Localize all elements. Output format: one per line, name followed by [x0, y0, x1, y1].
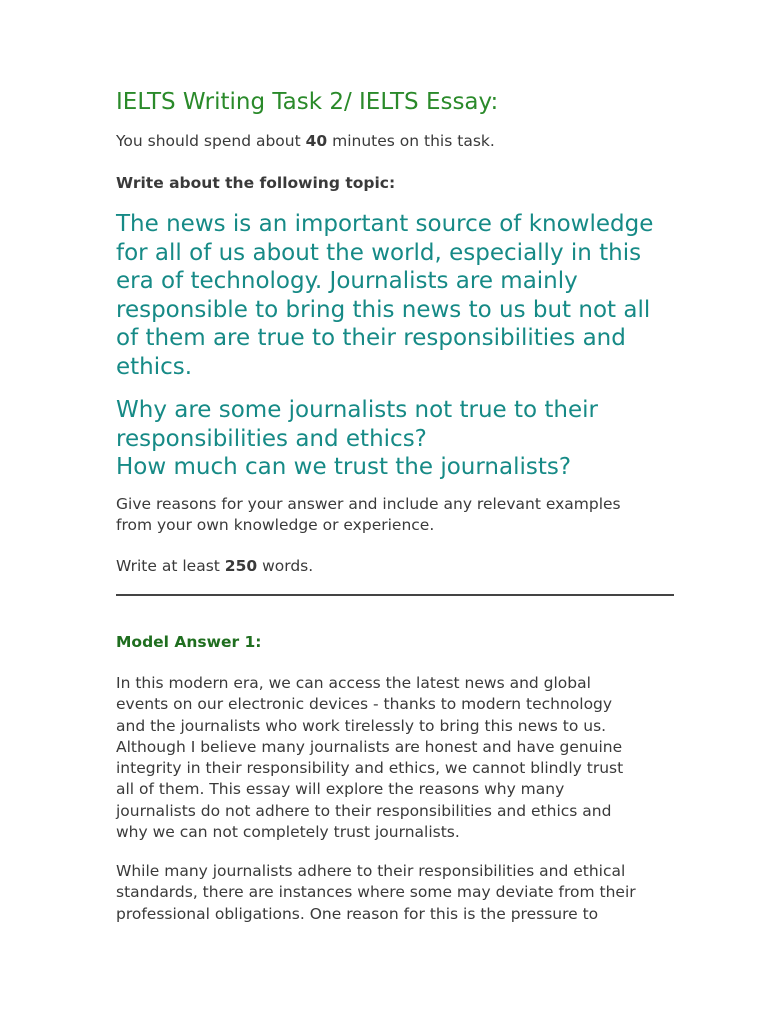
essay-paragraph-2: [116, 861, 636, 925]
essay-line: why we can not completely trust journalists.: [116, 823, 460, 842]
essay-line: events on our electronic devices - thanks to modern technology: [116, 695, 613, 714]
word-limit-count: 250: [224, 557, 258, 575]
essay-line: integrity in their responsibility and ethics, we cannot blindly trust: [116, 759, 624, 778]
topic-questions: [116, 396, 598, 482]
essay-line: journalists do not adhere to their responsibilities and ethics and: [116, 801, 612, 820]
section-divider: [116, 594, 674, 596]
essay-line: Although I believe many journalists are honest and have genuine: [116, 737, 623, 756]
topic-statement-line: responsible to bring this news to us but not all: [116, 296, 651, 323]
topic-question-line: How much can we trust the journalists?: [116, 454, 572, 481]
essay-line: all of them. This essay will explore the reasons why many: [116, 780, 565, 799]
time-instruction-before: You should spend about: [116, 132, 306, 150]
word-limit-before: Write at least: [116, 557, 225, 575]
topic-statement: [116, 210, 653, 382]
topic-statement-line: ethics.: [116, 353, 193, 380]
topic-statement-line: The news is an important source of knowledge: [116, 211, 654, 237]
topic-statement-line: of them are true to their responsibilities and: [116, 325, 626, 352]
time-instruction: [116, 131, 495, 152]
essay-line: In this modern era, we can access the latest news and global: [116, 674, 591, 692]
topic-intro: Write about the following topic:: [116, 174, 396, 192]
topic-statement-line: for all of us about the world, especially in this: [116, 239, 642, 266]
reasons-instruction: [116, 494, 621, 537]
essay-paragraph-1: [116, 673, 623, 843]
topic-question-line: responsibilities and ethics?: [116, 425, 427, 452]
page-title: IELTS Writing Task 2/ IELTS Essay:: [116, 89, 499, 115]
reasons-instruction-line: Give reasons for your answer and include any relevant examples: [116, 495, 621, 513]
topic-question-line: Why are some journalists not true to their: [116, 397, 598, 423]
essay-line: While many journalists adhere to their responsibilities and ethical: [116, 862, 626, 880]
time-instruction-minutes: 40: [305, 132, 328, 150]
model-answer-heading: Model Answer 1:: [116, 633, 262, 651]
essay-line: professional obligations. One reason for this is the pressure to: [116, 904, 599, 923]
word-limit-after: words.: [257, 557, 314, 575]
essay-line: standards, there are instances where some may deviate from their: [116, 883, 636, 902]
reasons-instruction-line: from your own knowledge or experience.: [116, 516, 435, 535]
word-limit-instruction: [116, 556, 313, 577]
time-instruction-after: minutes on this task.: [327, 132, 495, 150]
essay-line: and the journalists who work tirelessly to bring this news to us.: [116, 716, 607, 735]
topic-statement-line: era of technology. Journalists are mainly: [116, 268, 578, 295]
